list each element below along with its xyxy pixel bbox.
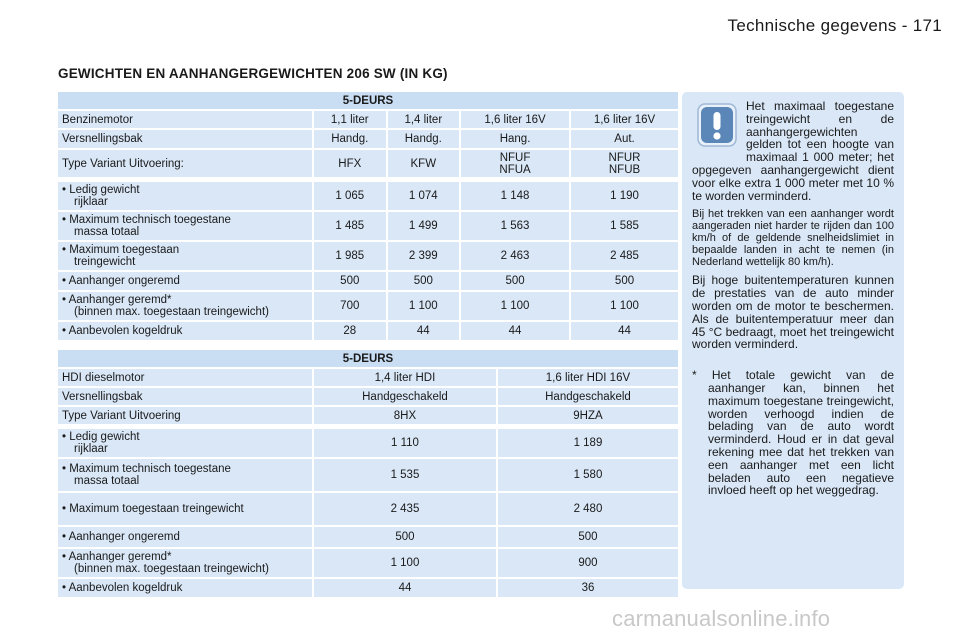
cell: 1 065: [314, 182, 388, 212]
row-label: Benzinemotor: [58, 111, 314, 130]
table-row: [58, 429, 678, 459]
table-row: [58, 130, 678, 150]
row-label: • Aanhanger geremd* (binnen max. toegestaan treingewicht): [58, 292, 314, 322]
cell: 1,6 liter 16V: [571, 111, 678, 130]
page-title: Technische gegevens - 171: [727, 16, 942, 35]
table-row: [58, 292, 678, 322]
table-row: [58, 549, 678, 579]
watermark: carmanualsonline.info: [612, 606, 831, 631]
cell: 1 100: [571, 292, 678, 322]
cell: 1 100: [461, 292, 571, 322]
cell: 44: [314, 579, 498, 599]
cell: 1,4 liter: [388, 111, 462, 130]
cell: Handg.: [314, 130, 388, 150]
cell: 44: [461, 322, 571, 342]
cell: 900: [498, 549, 678, 579]
cell: 1,1 liter: [314, 111, 388, 130]
row-label: • Aanhanger ongeremd: [58, 527, 314, 549]
cell: 44: [571, 322, 678, 342]
cell-line: NFUR: [608, 151, 641, 164]
cell: Handgeschakeld: [314, 388, 498, 407]
cell: 1,4 liter HDI: [314, 369, 498, 388]
diesel-weights-table: [58, 350, 678, 599]
row-label: • Maximum technisch toegestane massa totaal: [58, 459, 314, 493]
table-row: [58, 493, 678, 527]
cell-line: NFUB: [608, 163, 641, 176]
cell: 1 499: [388, 212, 462, 242]
cell: 700: [314, 292, 388, 322]
cell: 2 435: [314, 493, 498, 527]
row-label: Type Variant Uitvoering:: [58, 150, 314, 182]
table-row: [58, 388, 678, 407]
cell: 500: [314, 527, 498, 549]
cell: 9HZA: [498, 407, 678, 429]
cell: 1 985: [314, 242, 388, 272]
note-altitude: Het maximaal toegestane treingewicht en de aanhangergewichten gelden tot een hoogte van maximaal 1 000 meter; het opgegeven aanhangergewicht dient voor elke extra 1 000 meter met 10 % te worden verminderd.: [692, 99, 894, 203]
cell: 2 480: [498, 493, 678, 527]
cell: 36: [498, 579, 678, 599]
row-label: • Aanhanger ongeremd: [58, 272, 314, 292]
row-label: Versnellingsbak: [58, 388, 314, 407]
note-speed: Bij het trekken van een aanhanger wordt aangeraden niet harder te rijden dan 100 km/h of de geldende snelheidslimiet in bepaalde landen in acht te nemen (in Nederland wettelijk 80 km/h).: [692, 208, 894, 269]
row-label: • Aanbevolen kogeldruk: [58, 322, 314, 342]
table-row: [58, 459, 678, 493]
footnote: * Het totale gewicht van de aanhanger kan, binnen het maximum toegestane treingewicht, worden verhoogd indien de belading van de auto wordt verminderd. Houd er in dat geval rekening mee dat het trekken van een aanhanger met een licht beladen auto een negatieve invloed heeft op het weggedrag.: [692, 368, 894, 498]
note-temperature: Bij hoge buitentemperaturen kunnen de prestaties van de auto minder worden om de motor te beschermen. Als de buitentemperatuur meer dan 45 °C bedraagt, moet het treingewicht worden verminderd.: [692, 273, 894, 352]
cell: 28: [314, 322, 388, 342]
table-row: [58, 111, 678, 130]
row-label: Type Variant Uitvoering: [58, 407, 314, 429]
table-row: [58, 182, 678, 212]
petrol-weights-table: [58, 92, 678, 342]
info-icon: [696, 102, 738, 148]
cell: 1 110: [314, 429, 498, 459]
cell: 500: [314, 272, 388, 292]
cell: 1 074: [388, 182, 462, 212]
cell: Handgeschakeld: [498, 388, 678, 407]
table-row: [58, 407, 678, 429]
row-label: • Maximum toegestaan treingewicht: [58, 242, 314, 272]
cell: 1 485: [314, 212, 388, 242]
cell: [571, 150, 678, 182]
info-note-box: [682, 92, 904, 589]
cell: 500: [498, 527, 678, 549]
cell: 44: [388, 322, 462, 342]
cell: 1 563: [461, 212, 571, 242]
row-label: • Ledig gewicht rijklaar: [58, 182, 314, 212]
cell: 1 190: [571, 182, 678, 212]
cell: 2 399: [388, 242, 462, 272]
cell: 500: [571, 272, 678, 292]
cell: 1,6 liter HDI 16V: [498, 369, 678, 388]
table-row: [58, 272, 678, 292]
cell: Hang.: [461, 130, 571, 150]
table-heading: 5-DEURS: [58, 350, 678, 369]
cell: 1 580: [498, 459, 678, 493]
row-label: • Maximum toegestaan treingewicht: [58, 493, 314, 527]
cell: HFX: [314, 150, 388, 182]
row-label: • Aanhanger geremd* (binnen max. toegestaan treingewicht): [58, 549, 314, 579]
cell-line: NFUA: [499, 163, 531, 176]
row-label: • Ledig gewicht rijklaar: [58, 429, 314, 459]
cell: 1 100: [388, 292, 462, 322]
cell: 2 485: [571, 242, 678, 272]
table-row: [58, 322, 678, 342]
cell: KFW: [388, 150, 462, 182]
table-row: [58, 242, 678, 272]
table-row: [58, 369, 678, 388]
section-title: GEWICHTEN EN AANHANGERGEWICHTEN 206 SW (IN KG): [58, 66, 448, 81]
row-label: Versnellingsbak: [58, 130, 314, 150]
table-heading: 5-DEURS: [58, 92, 678, 111]
cell-line: NFUF: [499, 151, 531, 164]
cell: Handg.: [388, 130, 462, 150]
cell: 1 100: [314, 549, 498, 579]
cell: 1 535: [314, 459, 498, 493]
cell: 8HX: [314, 407, 498, 429]
cell: 1 585: [571, 212, 678, 242]
cell: 1 189: [498, 429, 678, 459]
row-label: HDI dieselmotor: [58, 369, 314, 388]
cell: 1,6 liter 16V: [461, 111, 571, 130]
row-label: • Maximum technisch toegestane massa totaal: [58, 212, 314, 242]
table-row: [58, 150, 678, 182]
cell: [461, 150, 571, 182]
cell: 1 148: [461, 182, 571, 212]
cell: 2 463: [461, 242, 571, 272]
table-row: [58, 212, 678, 242]
cell: 500: [461, 272, 571, 292]
cell: Aut.: [571, 130, 678, 150]
row-label: • Aanbevolen kogeldruk: [58, 579, 314, 599]
table-row: [58, 527, 678, 549]
cell: 500: [388, 272, 462, 292]
table-row: [58, 579, 678, 599]
